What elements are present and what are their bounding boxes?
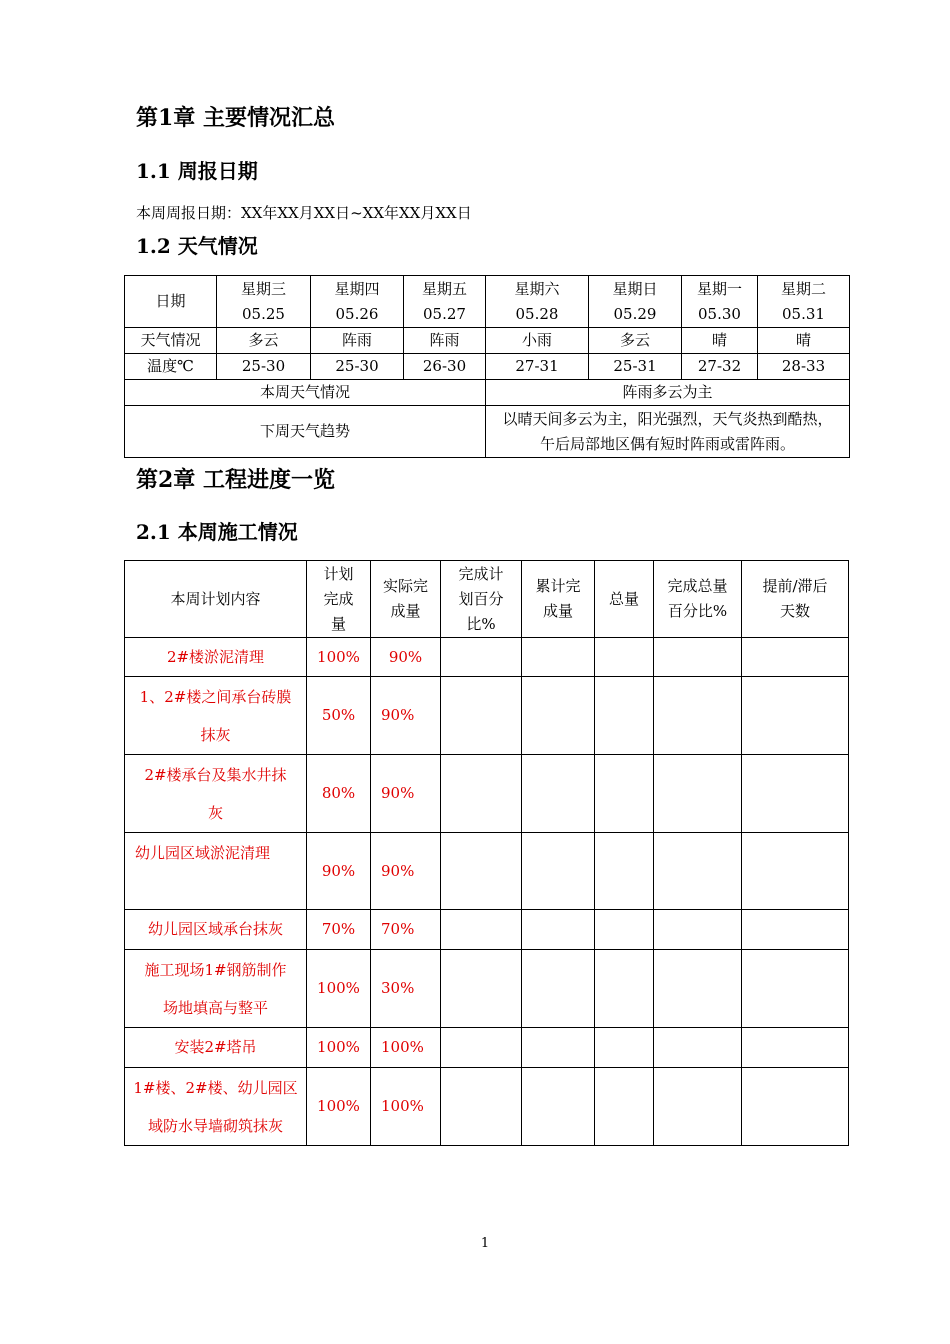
row-empty <box>595 833 654 910</box>
row-empty <box>742 1028 849 1068</box>
row-empty <box>654 1028 742 1068</box>
row-plan: 70% <box>307 910 371 950</box>
weather-table <box>124 275 850 458</box>
row-content: 幼儿园区域承台抹灰 <box>125 910 307 950</box>
header-cumulative: 累计完 成量 <box>522 561 595 638</box>
row-empty <box>595 910 654 950</box>
row-empty <box>441 910 522 950</box>
row-empty <box>522 1028 595 1068</box>
header-total-pct: 完成总量 百分比% <box>654 561 742 638</box>
section-1-1-title: 1.1 周报日期 <box>136 159 258 183</box>
report-date-text: 本周周报日期：XX年XX月XX日~XX年XX月XX日 <box>136 204 472 222</box>
weather-condition: 晴 <box>682 328 758 354</box>
row-empty <box>522 755 595 833</box>
row-actual: 100% <box>371 1028 441 1068</box>
progress-table <box>124 560 849 1146</box>
weather-day-cell: 星期二 05.31 <box>758 276 850 328</box>
row-empty <box>742 638 849 677</box>
weather-day-cell: 星期六 05.28 <box>486 276 589 328</box>
temperature: 28-33 <box>758 354 850 380</box>
row-empty <box>522 950 595 1028</box>
row-empty <box>522 638 595 677</box>
table-row <box>125 950 849 1028</box>
row-empty <box>654 755 742 833</box>
row-empty <box>522 910 595 950</box>
weather-day-cell: 星期日 05.29 <box>589 276 682 328</box>
row-empty <box>441 755 522 833</box>
temperature: 25-30 <box>311 354 404 380</box>
row-empty <box>522 677 595 755</box>
row-empty <box>595 755 654 833</box>
row-actual: 70% <box>371 910 441 950</box>
row-empty <box>441 638 522 677</box>
row-plan: 100% <box>307 1028 371 1068</box>
row-empty <box>595 638 654 677</box>
next-week-weather-value: 以晴天间多云为主，阳光强烈，天气炎热到酷热， 午后局部地区偶有短时阵雨或雷阵雨。 <box>486 406 850 458</box>
row-empty <box>441 833 522 910</box>
row-empty <box>595 1028 654 1068</box>
chapter-2-title: 第2章 工程进度一览 <box>136 467 335 493</box>
weather-condition: 阵雨 <box>311 328 404 354</box>
row-content: 1、2#楼之间承台砖膜 抹灰 <box>125 677 307 755</box>
row-empty <box>742 1068 849 1146</box>
temperature: 25-31 <box>589 354 682 380</box>
header-plan-pct: 完成计 划百分 比% <box>441 561 522 638</box>
header-total: 总量 <box>595 561 654 638</box>
row-empty <box>742 910 849 950</box>
row-content: 安装2#塔吊 <box>125 1028 307 1068</box>
row-empty <box>522 833 595 910</box>
row-empty <box>742 677 849 755</box>
row-empty <box>595 1068 654 1146</box>
row-empty <box>742 833 849 910</box>
row-empty <box>742 755 849 833</box>
row-actual: 90% <box>371 833 441 910</box>
row-empty <box>595 677 654 755</box>
temperature: 25-30 <box>217 354 311 380</box>
temperature: 27-32 <box>682 354 758 380</box>
row-actual: 90% <box>371 677 441 755</box>
weather-day-cell: 星期四 05.26 <box>311 276 404 328</box>
row-actual: 90% <box>371 755 441 833</box>
temperature: 26-30 <box>404 354 486 380</box>
row-empty <box>654 833 742 910</box>
chapter-1-title: 第1章 主要情况汇总 <box>136 105 335 131</box>
row-plan: 50% <box>307 677 371 755</box>
temperature-label: 温度℃ <box>125 354 217 380</box>
header-content: 本周计划内容 <box>125 561 307 638</box>
this-week-weather-value: 阵雨多云为主 <box>486 380 850 406</box>
row-actual: 100% <box>371 1068 441 1146</box>
row-actual: 30% <box>371 950 441 1028</box>
row-empty <box>522 1068 595 1146</box>
header-actual: 实际完 成量 <box>371 561 441 638</box>
row-content: 2#楼承台及集水井抹 灰 <box>125 755 307 833</box>
table-row <box>125 1068 849 1146</box>
row-empty <box>654 1068 742 1146</box>
header-plan: 计划 完成 量 <box>307 561 371 638</box>
header-ahead: 提前/滞后 天数 <box>742 561 849 638</box>
row-empty <box>595 950 654 1028</box>
row-actual: 90% <box>371 638 441 677</box>
table-row <box>125 638 849 677</box>
row-content: 施工现场1#钢筋制作 场地填高与整平 <box>125 950 307 1028</box>
row-empty <box>654 910 742 950</box>
row-empty <box>654 950 742 1028</box>
temperature: 27-31 <box>486 354 589 380</box>
table-row <box>125 755 849 833</box>
weather-condition: 小雨 <box>486 328 589 354</box>
row-plan: 90% <box>307 833 371 910</box>
page-number: 1 <box>480 1236 490 1251</box>
weather-day-cell: 星期三 05.25 <box>217 276 311 328</box>
row-empty <box>742 950 849 1028</box>
weather-condition: 多云 <box>217 328 311 354</box>
row-plan: 100% <box>307 950 371 1028</box>
row-empty <box>654 638 742 677</box>
this-week-weather-label: 本周天气情况 <box>125 380 486 406</box>
weather-condition: 多云 <box>589 328 682 354</box>
row-plan: 80% <box>307 755 371 833</box>
weather-day-cell: 星期一 05.30 <box>682 276 758 328</box>
weather-condition: 阵雨 <box>404 328 486 354</box>
row-empty <box>441 1068 522 1146</box>
row-content: 2#楼淤泥清理 <box>125 638 307 677</box>
section-2-1-title: 2.1 本周施工情况 <box>136 520 298 544</box>
row-content: 幼儿园区域淤泥清理 <box>125 833 307 910</box>
section-1-2-title: 1.2 天气情况 <box>136 234 258 258</box>
table-row <box>125 833 849 910</box>
row-empty <box>441 677 522 755</box>
row-empty <box>441 950 522 1028</box>
row-empty <box>441 1028 522 1068</box>
row-plan: 100% <box>307 1068 371 1146</box>
weather-condition-label: 天气情况 <box>125 328 217 354</box>
table-row <box>125 677 849 755</box>
row-content: 1#楼、2#楼、幼儿园区 域防水导墙砌筑抹灰 <box>125 1068 307 1146</box>
weather-condition: 晴 <box>758 328 850 354</box>
table-row <box>125 910 849 950</box>
table-row <box>125 1028 849 1068</box>
next-week-weather-label: 下周天气趋势 <box>125 406 486 458</box>
row-empty <box>654 677 742 755</box>
row-plan: 100% <box>307 638 371 677</box>
weather-day-cell: 星期五 05.27 <box>404 276 486 328</box>
weather-date-label: 日期 <box>125 276 217 328</box>
